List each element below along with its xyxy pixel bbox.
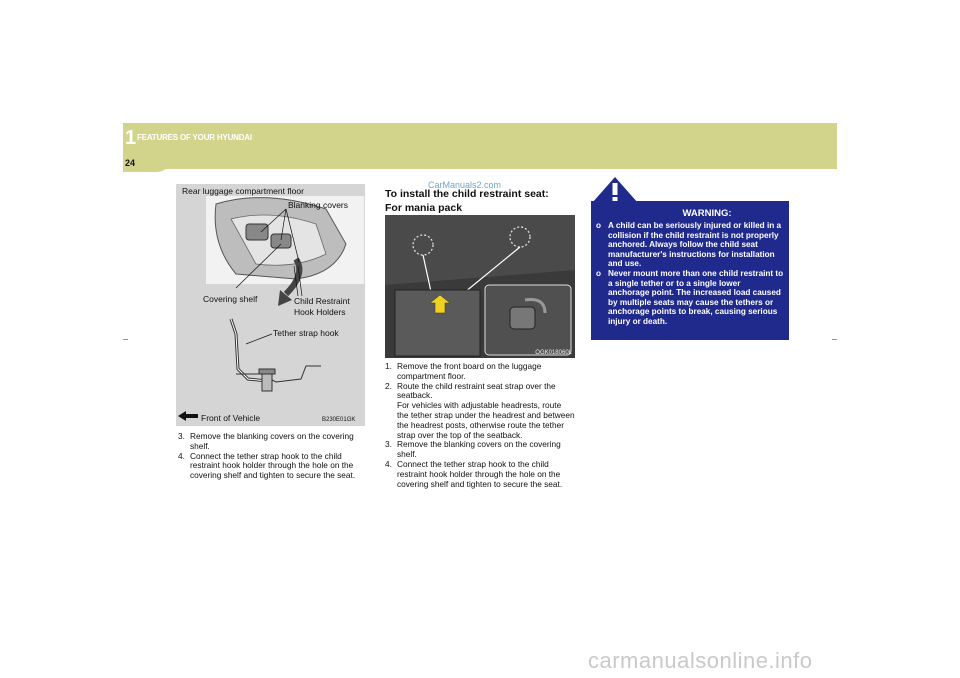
page-number: 24: [125, 158, 136, 168]
label-covering-shelf: Covering shelf: [203, 294, 258, 304]
chapter-header-band: [123, 123, 837, 169]
warning-list: [596, 221, 784, 327]
luggage-floor-figure: [176, 184, 365, 426]
middle-step-4: 4. Connect the tether strap hook to the child restraint hook holder through the hole on the covering shelf and tighten to secure the seat.: [385, 458, 563, 489]
middle-step-1: 1. Remove the front board on the luggage compartment floor.: [385, 361, 542, 381]
crop-mark-left: [123, 339, 128, 340]
crop-mark-right: [832, 339, 837, 340]
middle-steps: [385, 362, 575, 489]
warning-item-2: o Never mount more than one child restraint to a single tether or to a single lower anchorage point. The increased load caused by multiple seats may cause the tethers or anchorage points to break, causing serious injury or death.: [596, 268, 784, 326]
left-steps: [178, 432, 365, 481]
warning-title: WARNING:: [682, 208, 732, 219]
middle-step-2-note: For vehicles with adjustable headrests, route the tether strap under the headrest and between the headrest posts, otherwise route the tether strap over the top of the seatback.: [397, 400, 575, 440]
section-title-line-2: For mania pack: [385, 202, 463, 214]
section-title-line-1: To install the child restraint seat:: [385, 188, 549, 200]
label-rear-floor: Rear luggage compartment floor: [182, 186, 304, 196]
middle-step-2: 2. Route the child restraint seat strap over the seatback. For vehicles with adjustable headrests, route the tether strap under the headrest and between the headrest posts, otherwise route the tether strap over the top of the seatback.: [385, 380, 575, 440]
luggage-photo-illustration: [385, 215, 575, 358]
left-step-4: 4. Connect the tether strap hook to the child restraint hook holder through the hole on the covering shelf and tighten to secure the seat.: [178, 450, 356, 481]
left-step-3: 3. Remove the blanking covers on the covering shelf.: [178, 431, 354, 451]
label-hook-holders-1: Child Restraint: [294, 296, 350, 306]
warning-triangle-icon: [592, 177, 638, 203]
label-blanking-covers: Blanking covers: [288, 200, 349, 210]
warning-item-1: o A child can be seriously injured or killed in a collision if the child restraint is not properly anchored. Always follow the child seat manufacturer's instructions for installation and use.: [596, 221, 782, 269]
chapter-title: FEATURES OF YOUR HYUNDAI: [137, 133, 252, 142]
label-tether-hook: Tether strap hook: [273, 328, 339, 338]
figure-code: B230E01GK: [322, 417, 356, 423]
middle-step-3: 3. Remove the blanking covers on the covering shelf.: [385, 439, 561, 460]
luggage-photo: [385, 215, 575, 358]
site-watermark: CarManuals2.com: [428, 180, 502, 190]
footer-watermark: carmanualsonline.info: [588, 648, 813, 673]
chapter-number: 1: [125, 127, 137, 149]
label-front-of-vehicle: Front of Vehicle: [201, 413, 261, 423]
photo-code: OGK018060L: [535, 350, 572, 356]
label-hook-holders-2: Hook Holders: [294, 307, 346, 317]
warning-box: [591, 201, 789, 340]
section-title: [385, 187, 549, 215]
